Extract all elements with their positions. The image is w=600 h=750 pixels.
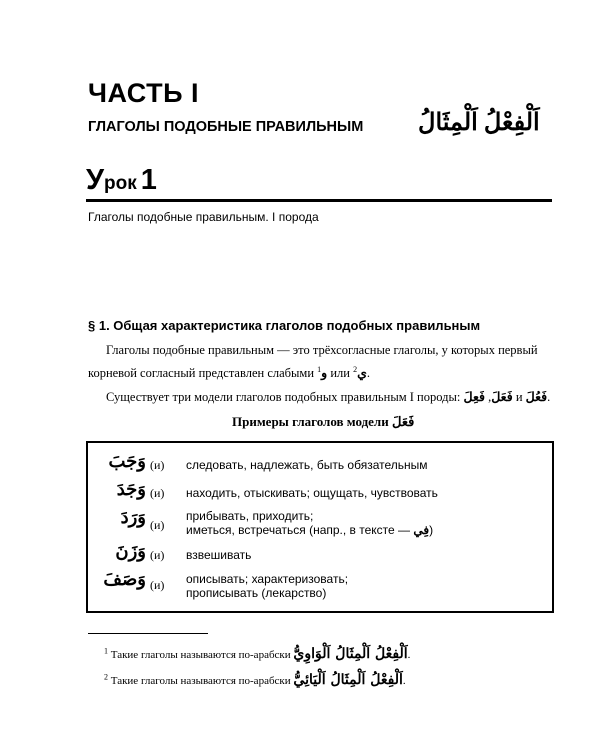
footnote-2: [104, 672, 406, 688]
verb-meaning-line2: иметься, встречаться (напр., в тексте —: [186, 523, 414, 537]
verb-meaning-line1: описывать; характеризовать;: [186, 572, 349, 586]
paragraph-intro: [88, 340, 552, 383]
footnote-end: .: [402, 675, 406, 687]
paragraph-intro-end: .: [366, 366, 370, 381]
verb-arabic: وَجَدَ: [116, 479, 146, 500]
footnote-number: 2: [104, 672, 108, 682]
footnote-number: 1: [104, 646, 108, 656]
verb-meaning-arabic: فِي: [413, 523, 430, 537]
paragraph-models-and: и: [512, 390, 526, 404]
section-heading: § 1. Общая характеристика глаголов подобных правильным: [88, 318, 481, 333]
paragraph-intro-text: Глаголы подобные правильным — это трёхсогласные глаголы, у которых первый корневой согласный представлен слабыми: [88, 343, 538, 381]
model-faala: فَعَلَ: [491, 389, 513, 404]
verb-meaning-end: ): [429, 523, 434, 537]
verb-arabic: وَجَبَ: [108, 451, 146, 472]
paragraph-models-sep: ,: [484, 390, 492, 404]
verb-arabic: وَصَفَ: [103, 569, 146, 590]
footnote-ref-2: 2: [353, 365, 358, 374]
verb-vowel: (и): [150, 548, 165, 562]
verb-meaning-line1: прибывать, приходить;: [186, 509, 314, 523]
paragraph-intro-or: или: [327, 366, 354, 381]
model-faula: فَعُلَ: [525, 389, 548, 404]
verb-meaning: следовать, надлежать, быть обязательным: [186, 458, 428, 472]
verb-meaning: находить, отыскивать; ощущать, чувствовать: [186, 486, 438, 500]
part-subtitle: ГЛАГОЛЫ ПОДОБНЫЕ ПРАВИЛЬНЫМ: [88, 119, 364, 135]
footnote-arabic: اَلْفِعْلُ اَلْمِثَالُ اَلْوَاوِيُّ: [293, 646, 408, 662]
arabic-letter-ya: ي: [357, 365, 367, 381]
verb-meaning: [186, 572, 536, 600]
paragraph-models-text: Существует три модели глаголов подобных правильным I породы:: [106, 390, 464, 404]
verb-arabic: وَرَدَ: [120, 507, 146, 528]
part-title: ЧАСТЬ I: [88, 78, 200, 108]
footnote-end: .: [407, 649, 411, 661]
verb-meaning-line2: прописывать (лекарство): [186, 586, 327, 600]
verb-vowel: (и): [150, 578, 165, 592]
footnote-divider: [88, 633, 208, 634]
footnote-text: Такие глаголы называются по-арабски: [108, 675, 294, 687]
footnote-ref-1: 1: [317, 365, 322, 374]
lesson-word-rest: рок: [104, 173, 137, 194]
verb-vowel: (и): [150, 458, 165, 472]
lesson-description: Глаголы подобные правильным. I порода: [88, 210, 319, 224]
verb-vowel: (и): [150, 486, 165, 500]
lesson-word-initial: У: [86, 164, 105, 196]
verb-arabic: وَزَنَ: [115, 541, 146, 562]
footnote-arabic: اَلْفِعْلُ اَلْمِثَالُ اَلْيَائِيُّ: [293, 672, 403, 688]
model-faila: فَعِلَ: [463, 389, 485, 404]
part-arabic-title: اَلْفِعْلُ اَلْمِثَالُ: [418, 110, 540, 136]
verb-meaning: [186, 509, 536, 537]
table-caption-model: فَعَلَ: [391, 415, 415, 430]
table-caption: [232, 414, 414, 430]
verb-vowel: (и): [150, 518, 165, 532]
arabic-letter-waw: و: [321, 365, 328, 381]
table-caption-text: Примеры глаголов модели: [232, 414, 392, 429]
footnote-text: Такие глаголы называются по-арабски: [108, 649, 294, 661]
lesson-heading: [86, 164, 157, 197]
lesson-number: 1: [140, 164, 157, 196]
lesson-divider: [86, 199, 552, 202]
footnote-1: [104, 646, 410, 662]
paragraph-models: [88, 387, 552, 407]
verb-meaning: взвешивать: [186, 548, 252, 562]
paragraph-models-end: .: [547, 390, 551, 404]
verb-examples-table: [86, 441, 554, 613]
